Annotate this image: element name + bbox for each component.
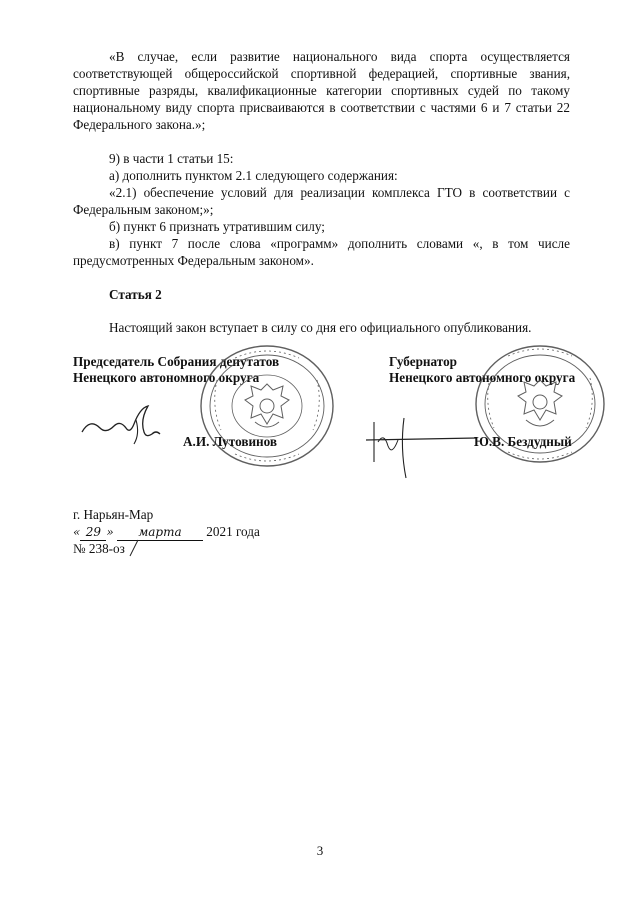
date-line: « 29 » марта 2021 года (73, 524, 260, 539)
right-handwritten-signature (364, 412, 484, 482)
item-9a: а) дополнить пунктом 2.1 следующего содержания: (109, 168, 398, 183)
left-signatory-title: Председатель Собрания депутатов Ненецкого автономного округа (73, 354, 280, 385)
paragraph-quote: «В случае, если развитие национального вида спорта осуществляется соответствующей общероссийской спортивной федерацией, спортивные звания, спортивные разряды, квалификационные категории спортивных судей по такому национальному виду спорта присваиваются в соответствии с частями 6 и 7 статьи 22 Федерального закона.»; (73, 49, 570, 132)
item-9b: б) пункт 6 признать утратившим силу; (109, 219, 325, 234)
law-body (73, 48, 570, 336)
page-number: 3 (316, 843, 324, 858)
date-year: 2021 года (206, 524, 260, 539)
date-month: марта (117, 524, 203, 541)
city-line: г. Нарьян-Мар (73, 507, 154, 522)
item-9c: в) пункт 7 после слова «программ» дополнить словами «, в том числе предусмотренных Федеральным законом». (73, 236, 570, 268)
date-day: 29 (80, 524, 106, 541)
item-9: 9) в части 1 статьи 15: (109, 151, 234, 166)
right-signatory-title: Губернатор Ненецкого автономного округа (389, 354, 576, 385)
assembly-seal-stamp (195, 340, 340, 470)
left-handwritten-signature (78, 402, 170, 452)
handwritten-mark (128, 538, 140, 558)
item-9a-text: «2.1) обеспечение условий для реализации комплекса ГТО в соответствии с Федеральным законом;»; (73, 185, 570, 217)
law-number: № 238-оз (73, 541, 125, 556)
article-2-text: Настоящий закон вступает в силу со дня его официального опубликования. (109, 320, 532, 335)
left-signatory-name: А.И. Лутовинов (183, 434, 278, 449)
article-2-heading: Статья 2 (109, 287, 162, 302)
right-signatory-name: Ю.В. Бездудный (474, 434, 572, 449)
